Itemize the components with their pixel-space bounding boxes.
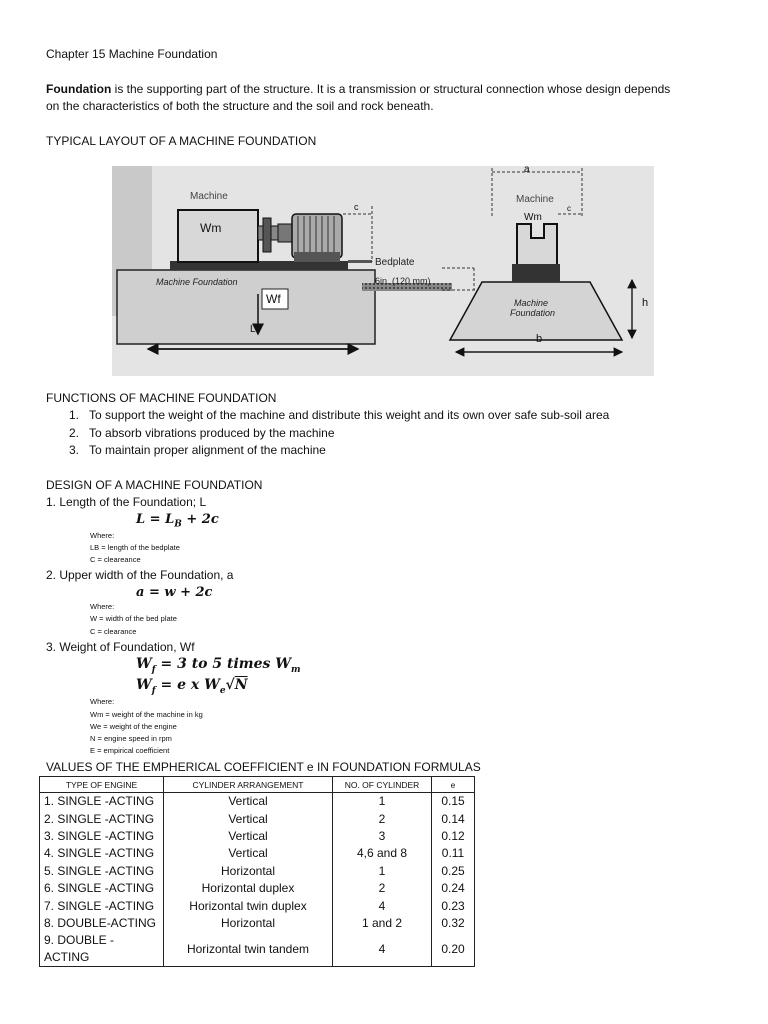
cell-engine-type: 4. SINGLE -ACTING <box>40 845 164 862</box>
header-arrangement: CYLINDER ARRANGEMENT <box>164 777 333 793</box>
def-3-2: We = weight of the engine <box>90 722 177 731</box>
cell-arrangement: Horizontal duplex <box>164 880 333 897</box>
coupling <box>263 218 271 252</box>
intro-line-2: on the characteristics of both the structure and the soil and rock beneath. <box>46 99 434 113</box>
table-caption: VALUES OF THE EMPHERICAL COEFFICIENT e IN FOUNDATION FORMULAS <box>46 760 481 774</box>
cell-engine-type: 3. SINGLE -ACTING <box>40 828 164 845</box>
cell-e: 0.24 <box>432 880 475 897</box>
header-e: e <box>432 777 475 793</box>
table-row <box>40 863 475 880</box>
cell-arrangement: Vertical <box>164 845 333 862</box>
cell-engine-type: 5. SINGLE -ACTING <box>40 863 164 880</box>
bedplate-right <box>512 264 560 282</box>
chapter-title: Chapter 15 Machine Foundation <box>46 47 218 61</box>
coefficient-table <box>39 776 475 967</box>
where-2: Where: <box>90 602 115 611</box>
table-row <box>40 880 475 897</box>
table-header-row <box>40 777 475 793</box>
label-l-marker: L <box>250 324 256 335</box>
cell-e: 0.20 <box>432 932 475 967</box>
cell-cylinders: 1 and 2 <box>333 915 432 932</box>
shaft-2 <box>278 224 292 242</box>
formula-weight-1: $W_f = 3$ to 5 times $W_m$ <box>136 656 301 675</box>
bedplate-extension <box>348 260 372 263</box>
header-type: TYPE OF ENGINE <box>40 777 164 793</box>
cell-arrangement: Horizontal <box>164 863 333 880</box>
machine-foundation-figure <box>112 166 654 376</box>
where-3: Where: <box>90 697 115 706</box>
cell-arrangement: Horizontal twin duplex <box>164 897 333 914</box>
table-row <box>40 845 475 862</box>
label-bedplate: Bedplate <box>375 257 415 268</box>
table-row <box>40 828 475 845</box>
cell-e: 0.11 <box>432 845 475 862</box>
label-foundation-right-1: Machine <box>514 298 549 308</box>
cell-cylinders: 1 <box>333 793 432 811</box>
cell-cylinders: 1 <box>333 863 432 880</box>
cell-e: 0.14 <box>432 810 475 827</box>
design-section-3-title: 3. Weight of Foundation, Wf <box>46 640 195 654</box>
def-1-2: C = cleareance <box>90 555 141 564</box>
label-wm-right: Wm <box>524 212 542 223</box>
design-section-1-title: 1. Length of the Foundation; L <box>46 495 207 509</box>
cell-cylinders: 2 <box>333 810 432 827</box>
cell-engine-type: 6. SINGLE -ACTING <box>40 880 164 897</box>
label-machine-right: Machine <box>516 194 554 205</box>
function-item-2: 2. To absorb vibrations produced by the machine <box>69 426 335 440</box>
def-2-2: C = clearance <box>90 627 137 636</box>
where-1: Where: <box>90 531 115 540</box>
cell-e: 0.25 <box>432 863 475 880</box>
motor-base <box>294 252 340 262</box>
def-3-1: Wm = weight of the machine in kg <box>90 710 203 719</box>
label-wm: Wm <box>200 221 222 235</box>
machine-body <box>178 210 258 262</box>
table-row <box>40 897 475 914</box>
label-bedplate-size: 6in. (120 mm) <box>375 276 431 286</box>
label-h: h <box>642 297 649 309</box>
table-row <box>40 793 475 811</box>
label-b: b <box>536 333 543 345</box>
label-wf: Wf <box>266 292 281 306</box>
cell-e: 0.12 <box>432 828 475 845</box>
cell-cylinders: 4 <box>333 932 432 967</box>
intro-line-1 <box>46 81 736 98</box>
def-3-4: E = empirical coefficient <box>90 746 170 755</box>
function-item-3: 3. To maintain proper alignment of the machine <box>69 443 326 457</box>
cell-e: 0.32 <box>432 915 475 932</box>
intro-term: Foundation <box>46 82 112 96</box>
label-machine: Machine <box>190 191 228 202</box>
design-section-2-title: 2. Upper width of the Foundation, a <box>46 568 234 582</box>
cell-arrangement: Vertical <box>164 793 333 811</box>
table-row <box>40 810 475 827</box>
def-3-3: N = engine speed in rpm <box>90 734 172 743</box>
cell-e: 0.23 <box>432 897 475 914</box>
cell-cylinders: 3 <box>333 828 432 845</box>
cell-cylinders: 2 <box>333 880 432 897</box>
cell-e: 0.15 <box>432 793 475 811</box>
table-row <box>40 915 475 932</box>
cell-engine-type: 7. SINGLE -ACTING <box>40 897 164 914</box>
label-a: a <box>524 166 530 175</box>
def-2-1: W = width of the bed plate <box>90 614 177 623</box>
intro-paragraph <box>46 81 736 115</box>
cell-cylinders: 4,6 and 8 <box>333 845 432 862</box>
cell-arrangement: Horizontal <box>164 915 333 932</box>
formula-width: a = w + 2c <box>136 585 213 600</box>
cell-engine-type: 1. SINGLE -ACTING <box>40 793 164 811</box>
design-heading: DESIGN OF A MACHINE FOUNDATION <box>46 478 263 492</box>
formula-weight-2: $W_f = e$ x $W_e√N$ <box>136 677 248 696</box>
layout-heading: TYPICAL LAYOUT OF A MACHINE FOUNDATION <box>46 134 317 148</box>
label-machine-foundation: Machine Foundation <box>156 277 238 287</box>
cell-arrangement: Horizontal twin tandem <box>164 932 333 967</box>
cell-arrangement: Vertical <box>164 810 333 827</box>
header-cylinders: NO. OF CYLINDER <box>333 777 432 793</box>
def-1-1: LB = length of the bedplate <box>90 543 180 552</box>
function-item-1: 1. To support the weight of the machine and distribute this weight and its own over safe sub-soil area <box>69 408 610 422</box>
cell-cylinders: 4 <box>333 897 432 914</box>
functions-heading: FUNCTIONS OF MACHINE FOUNDATION <box>46 391 277 405</box>
label-c-left: c <box>354 202 359 212</box>
intro-line1-text: is the supporting part of the structure. It is a transmission or structural connection whose design depends <box>111 82 671 96</box>
table-body <box>40 793 475 967</box>
cell-arrangement: Vertical <box>164 828 333 845</box>
table-row <box>40 932 475 967</box>
formula-length: $L = L_B + 2c$ <box>136 512 219 530</box>
label-c-right: c <box>567 204 571 213</box>
cell-engine-type: 8. DOUBLE-ACTING <box>40 915 164 932</box>
cell-engine-type: 2. SINGLE -ACTING <box>40 810 164 827</box>
cell-engine-type: 9. DOUBLE -ACTING <box>40 932 164 967</box>
label-foundation-right-2: Foundation <box>510 308 556 318</box>
